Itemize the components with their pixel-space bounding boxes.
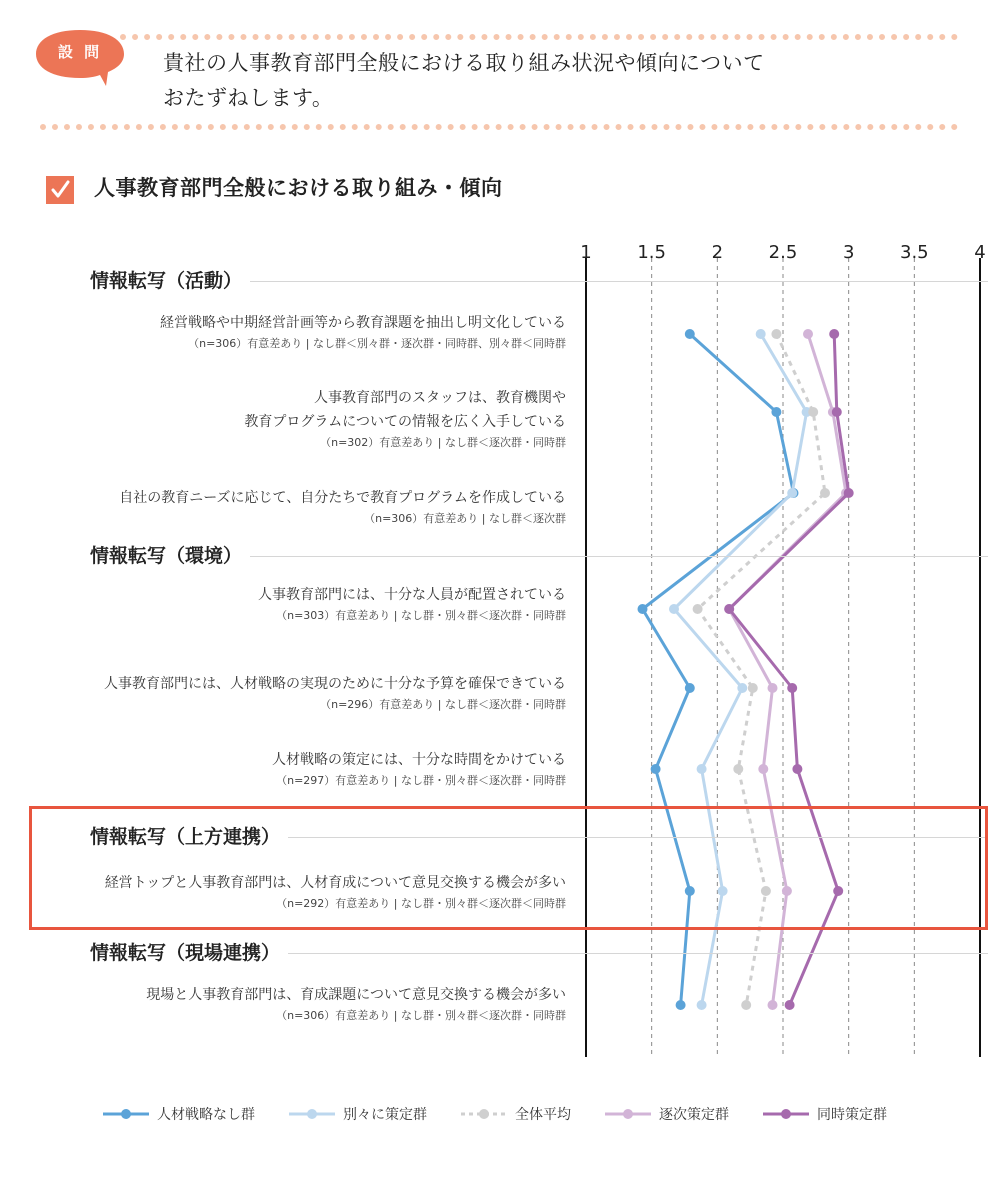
data-point <box>832 407 842 417</box>
checkmark-icon <box>46 176 74 204</box>
data-point <box>785 1000 795 1010</box>
item-note: （n=306）有意差あり | なし群＜逐次群 <box>364 512 566 525</box>
question-line-1: 貴社の人事教育部門全般における取り組み状況や傾向について <box>163 51 765 75</box>
data-point <box>808 407 818 417</box>
x-tick-label: 1 <box>580 242 592 263</box>
item-label: 経営トップと人事教育部門は、人材育成について意見交換する機会が多い <box>104 875 566 891</box>
data-point <box>768 1000 778 1010</box>
item-note: （n=292）有意差あり | なし群・別々群＜逐次群＜同時群 <box>276 897 566 910</box>
item-note: （n=296）有意差あり | なし群＜逐次群・同時群 <box>320 698 566 711</box>
data-point <box>820 488 830 498</box>
group-heading-environment: 情報転写（環境） <box>90 541 250 568</box>
group-heading-activity: 情報転写（活動） <box>90 266 250 293</box>
item-label: 人材戦略の策定には、十分な時間をかけている <box>272 752 566 768</box>
data-point <box>741 1000 751 1010</box>
data-point <box>737 683 747 693</box>
data-point <box>771 329 781 339</box>
legend-label: 人材戦略なし群 <box>157 1107 255 1123</box>
x-tick-label: 3 <box>842 242 855 263</box>
data-point <box>844 488 854 498</box>
data-point <box>724 604 734 614</box>
legend-swatch-icon <box>103 1108 149 1120</box>
group-heading-upward: 情報転写（上方連携） <box>90 822 288 849</box>
item-note: （n=297）有意差あり | なし群・別々群＜逐次群・同時群 <box>276 774 566 787</box>
x-tick-label: 1.5 <box>637 242 666 263</box>
data-point <box>693 604 703 614</box>
x-axis-ticks <box>580 242 985 263</box>
legend-item <box>103 1104 255 1124</box>
item-label: 人事教育部門には、人材戦略の実現のために十分な予算を確保できている <box>104 676 566 692</box>
highlight-frame <box>29 806 988 930</box>
item-label: 現場と人事教育部門は、育成課題について意見交換する機会が多い <box>146 987 566 1003</box>
legend-swatch-icon <box>461 1108 507 1120</box>
data-point <box>787 488 797 498</box>
data-point <box>697 764 707 774</box>
question-badge-label: 設 問 <box>57 43 103 61</box>
item-label: 人事教育部門には、十分な人員が配置されている <box>258 587 566 603</box>
dotted-divider-top <box>120 34 958 40</box>
item-row <box>244 386 566 452</box>
item-note: （n=302）有意差あり | なし群＜逐次群・同時群 <box>320 436 566 449</box>
legend-item <box>461 1104 571 1124</box>
data-point <box>669 604 679 614</box>
legend-swatch-icon <box>289 1108 335 1120</box>
item-label: 自社の教育ニーズに応じて、自分たちで教育プログラムを作成している <box>119 490 566 506</box>
item-row <box>160 311 566 353</box>
data-point <box>638 604 648 614</box>
item-row <box>272 748 566 790</box>
question-text <box>163 46 765 116</box>
dotted-divider-bottom <box>40 124 958 130</box>
data-point <box>771 407 781 417</box>
data-point <box>803 329 813 339</box>
x-tick-label: 2 <box>711 242 724 263</box>
question-line-2: おたずねします。 <box>163 86 334 110</box>
data-point <box>697 1000 707 1010</box>
data-point <box>685 329 695 339</box>
x-tick-label: 4 <box>974 242 986 263</box>
group-heading-field: 情報転写（現場連携） <box>90 938 288 965</box>
chart-legend <box>103 1104 887 1124</box>
legend-label: 同時策定群 <box>817 1107 887 1123</box>
item-note: （n=306）有意差あり | なし群＜別々群・逐次群・同時群、別々群＜同時群 <box>188 337 566 350</box>
legend-swatch-icon <box>605 1108 651 1120</box>
item-note: （n=303）有意差あり | なし群・別々群＜逐次群・同時群 <box>276 609 566 622</box>
legend-label: 全体平均 <box>515 1107 571 1123</box>
item-note: （n=306）有意差あり | なし群・別々群＜逐次群・同時群 <box>276 1009 566 1022</box>
item-label: 経営戦略や中期経営計画等から教育課題を抽出し明文化している <box>160 315 566 331</box>
legend-item <box>763 1104 887 1124</box>
item-row <box>119 486 566 528</box>
legend-label: 別々に策定群 <box>343 1107 427 1123</box>
data-point <box>787 683 797 693</box>
data-point <box>651 764 661 774</box>
legend-item <box>605 1104 729 1124</box>
data-point <box>756 329 766 339</box>
x-tick-label: 3.5 <box>900 242 929 263</box>
x-tick-label: 2.5 <box>768 242 798 263</box>
data-point <box>768 683 778 693</box>
data-point <box>748 683 758 693</box>
data-point <box>733 764 743 774</box>
item-row <box>258 583 566 625</box>
data-point <box>829 329 839 339</box>
section-title: 人事教育部門全般における取り組み・傾向 <box>94 176 503 200</box>
item-label: 教育プログラムについての情報を広く入手している <box>244 414 566 430</box>
legend-label: 逐次策定群 <box>659 1107 729 1123</box>
data-point <box>758 764 768 774</box>
legend-swatch-icon <box>763 1108 809 1120</box>
data-point <box>685 683 695 693</box>
data-point <box>792 764 802 774</box>
chart-grid <box>586 258 980 1057</box>
item-row <box>104 672 566 714</box>
item-row <box>146 983 566 1025</box>
legend-item <box>289 1104 427 1124</box>
item-label: 人事教育部門のスタッフは、教育機関や <box>314 390 566 406</box>
data-point <box>676 1000 686 1010</box>
